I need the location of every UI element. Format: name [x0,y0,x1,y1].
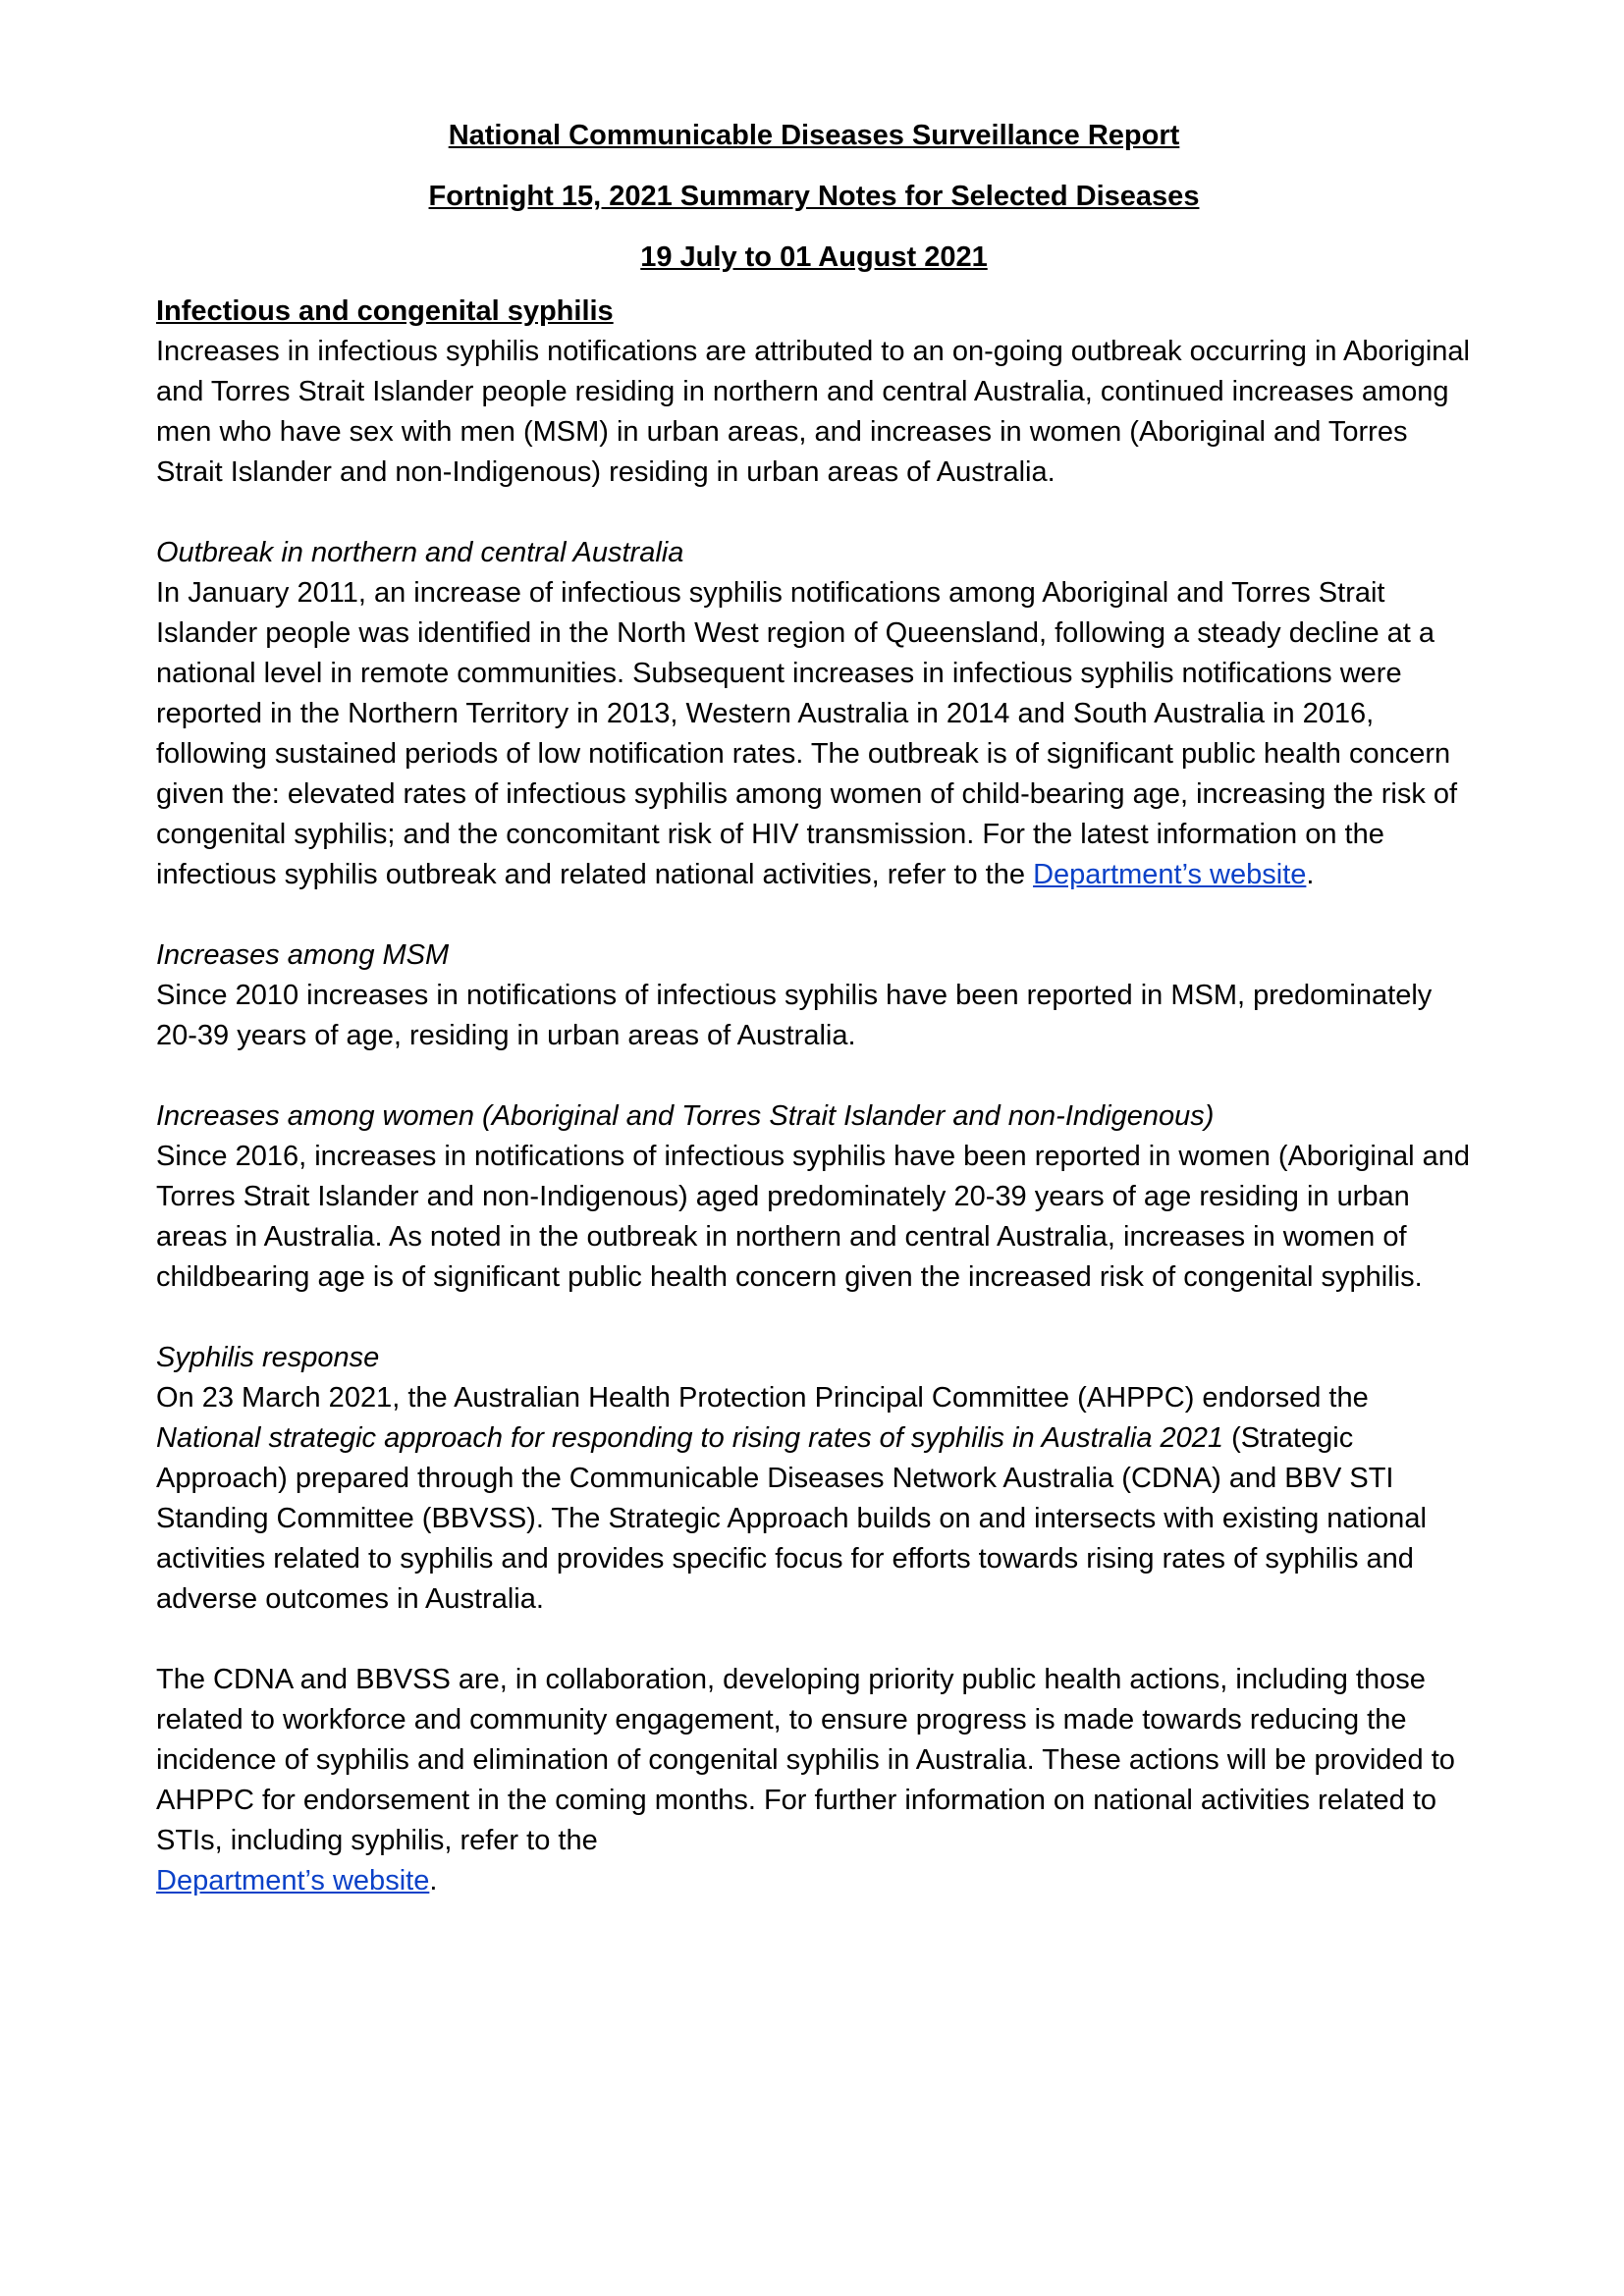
report-title: National Communicable Diseases Surveillance Report [448,120,1180,151]
subheading-outbreak: Outbreak in northern and central Australia [156,537,684,568]
department-website-link-2[interactable]: Department’s website [156,1865,430,1896]
section-intro-paragraph: Increases in infectious syphilis notifications are attributed to an on-going outbreak occurring in Aboriginal and Torres Strait Islander people residing in northern and central Australia, continued increases among men who have sex with men (MSM) in urban areas, and increases in women (Aboriginal and Torres Strait Islander and non-Indigenous) residing in urban areas of Australia. [156,336,1470,488]
outbreak-paragraph [156,573,1472,895]
women-paragraph: Since 2016, increases in notifications of infectious syphilis have been reported in women (Aboriginal and Torres Strait Islander and non-Indigenous) aged predominately 20-39 years of age residing in urban areas in Australia. As noted in the outbreak in northern and central Australia, increases in women of childbearing age is of significant public health concern given the increased risk of congenital syphilis. [156,1141,1471,1293]
report-subtitle: Fortnight 15, 2021 Summary Notes for Selected Diseases [428,181,1200,212]
document-page [156,116,1472,1901]
spacer [156,1056,1472,1096]
response-body-end: (Strategic Approach) prepared through the Communicable Diseases Network Australia (CDNA) and BBV STI Standing Committee (BBVSS). The Strategic Approach builds on and intersects with existing national activities related to syphilis and provides specific focus for efforts towards rising rates of syphilis and adverse outcomes in Australia. [156,1422,1427,1615]
actions-paragraph [156,1660,1472,1901]
actions-body-text: The CDNA and BBVSS are, in collaboration, developing priority public health actions, including those related to workforce and community engagement, to ensure progress is made towards reducing the incidence of syphilis and elimination of congenital syphilis in Australia. These actions will be provided to AHPPC for endorsement in the coming months. For further information on national activities related to STIs, including syphilis, refer to the [156,1664,1455,1856]
subheading-women: Increases among women (Aboriginal and Torres Strait Islander and non-Indigenous) [156,1100,1215,1132]
actions-period: . [429,1865,438,1896]
spacer [156,493,1472,533]
subheading-msm: Increases among MSM [156,939,450,971]
response-paragraph [156,1378,1472,1620]
report-date-range: 19 July to 01 August 2021 [640,241,988,273]
spacer [156,895,1472,935]
section-heading-syphilis: Infectious and congenital syphilis [156,295,614,327]
outbreak-period: . [1306,859,1315,890]
subheading-response: Syphilis response [156,1342,380,1373]
spacer [156,1298,1472,1338]
department-website-link[interactable]: Department’s website [1033,859,1307,890]
spacer [156,1620,1472,1660]
msm-paragraph: Since 2010 increases in notifications of infectious syphilis have been reported in MSM, predominately 20-39 years of age, residing in urban areas of Australia. [156,980,1433,1051]
response-body-start: On 23 March 2021, the Australian Health Protection Principal Committee (AHPPC) endorsed the [156,1382,1369,1414]
outbreak-body-text: In January 2011, an increase of infectious syphilis notifications among Aboriginal and Torres Strait Islander people was identified in the North West region of Queensland, following a steady decline at a national level in remote communities. Subsequent increases in infectious syphilis notifications were reported in the Northern Territory in 2013, Western Australia in 2014 and South Australia in 2016, following sustained periods of low notification rates. The outbreak is of significant public health concern given the: elevated rates of infectious syphilis among women of child-bearing age, increasing the risk of congenital syphilis; and the concomitant risk of HIV transmission. For the latest information on the infectious syphilis outbreak and related national activities, refer to the [156,577,1458,890]
strategy-title: National strategic approach for responding to rising rates of syphilis in Australia 2021 [156,1422,1224,1454]
